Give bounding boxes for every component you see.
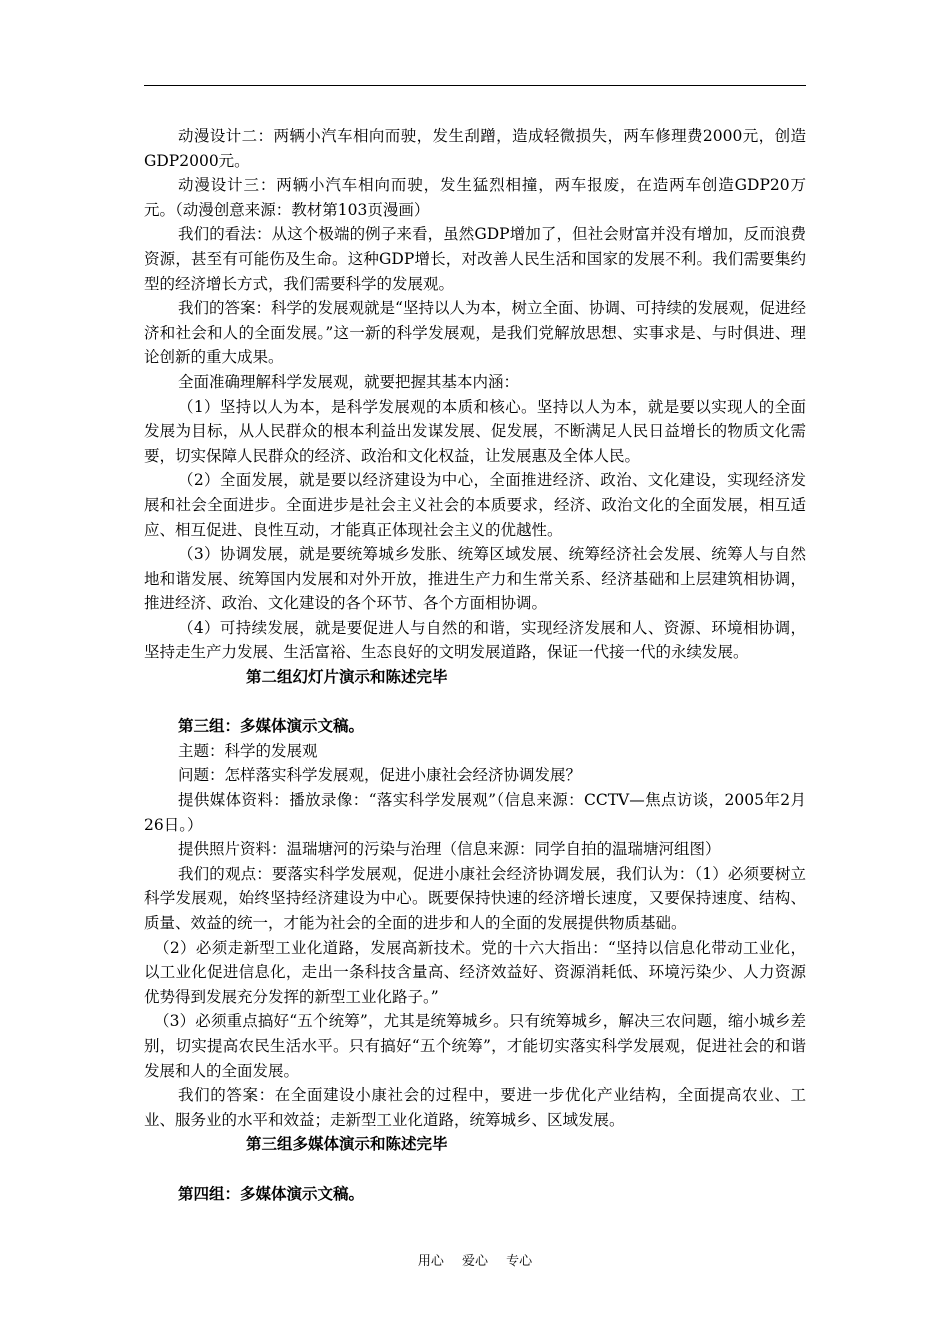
paragraph-point-3: （3）协调发展，就是要统筹城乡发胀、统筹区域发展、统筹经济社会发展、统筹人与自然地和谐发展、统筹国内发展和对外开放，推进生产力和生常关系、经济基础和上层建筑相协调，推进经济、政治、文化建设的各个环节、各个方面相协调。 [144, 545, 806, 613]
group3-end-heading: 第三组多媒体演示和陈述完毕 [246, 1134, 448, 1154]
group3-point-2: （2）必须走新型工业化道路，发展高新技术。党的十六大指出：“坚持以信息化带动工业化，以工业化促进信息化，走出一条科技含量高、经济效益好、资源消耗低、环境污染少、人力资源优势得到发展充分发挥的新型工业化路子。” [144, 938, 806, 1006]
paragraph-point-1: （1）坚持以人为本，是科学发展观的本质和核心。坚持以人为本，就是要以实现人的全面发展为目标，从人民群众的根本利益出发谋发展、促发展，不断满足人民日益增长的物质文化需要，切实保障人民群众的经济、政治和文化权益，让发展惠及全体人民。 [144, 397, 806, 465]
paragraph-animation-design-2: 动漫设计二：两辆小汽车相向而驶，发生刮蹭，造成轻微损失，两车修理费2000元，创造GDP2000元。 [144, 127, 806, 170]
paragraph-our-answer: 我们的答案：科学的发展观就是“坚持以人为本，树立全面、协调、可持续的发展观，促进经济和社会和人的全面发展。”这一新的科学发展观，是我们党解放思想、实事求是、与时俱进、理论创新的重大成果。 [144, 299, 806, 367]
paragraph-point-4: （4）可持续发展，就是要促进人与自然的和谐，实现经济发展和人、资源、环境相协调，坚持走生产力发展、生活富裕、生态良好的文明发展道路，保证一代接一代的永续发展。 [144, 618, 806, 662]
spacer [144, 1157, 806, 1182]
group3-topic: 主题：科学的发展观 [178, 741, 318, 760]
paragraph-animation-design-3: 动漫设计三：两辆小汽车相向而驶，发生猛烈相撞，两车报废，在造两车创造GDP20万元。（动漫创意来源：教材第103页漫画） [144, 176, 806, 219]
group4-heading: 第四组：多媒体演示文稿。 [178, 1183, 365, 1203]
group3-viewpoint: 我们的观点：要落实科学发展观，促进小康社会经济协调发展，我们认为：（1）必须要树立科学发展观，始终坚持经济建设为中心。既要保持快速的经济增长速度，又要保持速度、结构、质量、效益的统一，才能为社会的全面的进步和人的全面的发展提供物质基础。 [144, 864, 806, 932]
group3-heading: 第三组：多媒体演示文稿。 [178, 716, 365, 736]
group3-answer: 我们的答案：在全面建设小康社会的过程中，要进一步优化产业结构，全面提高农业、工业、服务业的水平和效益；走新型工业化道路，统筹城乡、区域发展。 [144, 1086, 806, 1129]
paragraph-point-2: （2）全面发展，就是要以经济建设为中心，全面推进经济、政治、文化建设，实现经济发展和社会全面进步。全面进步是社会主义社会的本质要求，经济、政治文化的全面发展，相互适应、相互促进、良性互动，才能真正体现社会主义的优越性。 [144, 471, 806, 539]
paragraph-intro-connotation: 全面准确理解科学发展观，就要把握其基本内涵： [178, 372, 520, 391]
group3-photos: 提供照片资料：温瑞塘河的污染与治理（信息来源：同学自拍的温瑞塘河组图） [178, 840, 721, 859]
paragraph-our-view: 我们的看法：从这个极端的例子来看，虽然GDP增加了，但社会财富并没有增加，反而浪费资源，甚至有可能伤及生命。这种GDP增长，对改善人民生活和国家的发展不利。我们需要集约型的经济增长方式，我们需要科学的发展观。 [144, 225, 806, 293]
header-rule [144, 85, 806, 86]
group3-media: 提供媒体资料：播放录像：“落实科学发展观”（信息来源：CCTV—焦点访谈，2005年2月26日。） [144, 791, 806, 834]
group2-end-heading: 第二组幻灯片演示和陈述完毕 [246, 667, 448, 687]
page-footer: 用心 爱心 专心 [417, 1254, 533, 1269]
document-body [144, 124, 806, 1206]
group3-point-3: （3）必须重点搞好“五个统筹”，尤其是统筹城乡。只有统筹城乡，解决三农问题，缩小城乡差别，切实提高农民生活水平。只有搞好“五个统筹”，才能切实落实科学发展观，促进社会的和谐发展和人的全面发展。 [144, 1012, 806, 1080]
group3-question: 问题：怎样落实科学发展观，促进小康社会经济协调发展？ [178, 766, 582, 785]
spacer [144, 690, 806, 715]
